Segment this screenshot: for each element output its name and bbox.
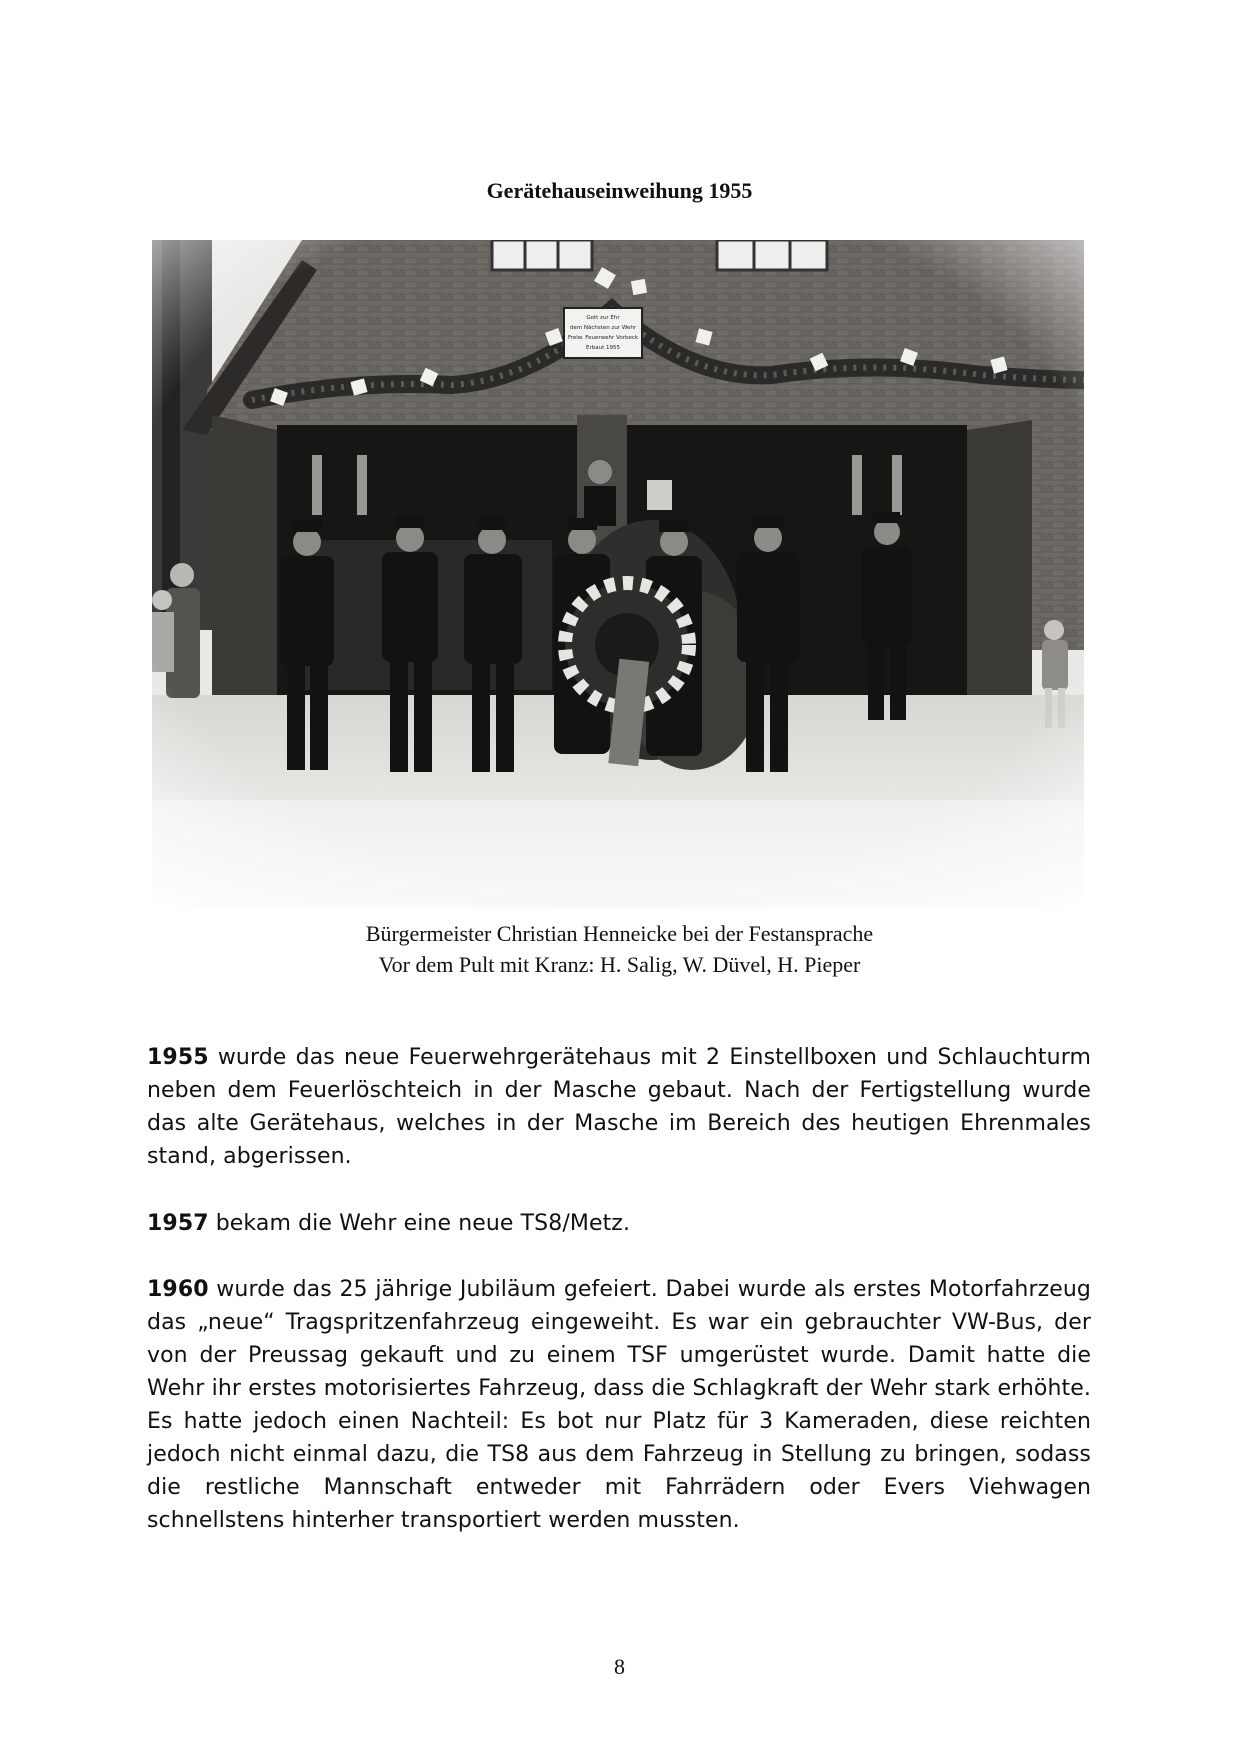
year-label: 1955: [147, 1045, 209, 1070]
paragraph-1960: [147, 1273, 1091, 1537]
year-label: 1960: [147, 1277, 209, 1302]
caption-line-1: Bürgermeister Christian Henneicke bei der Festansprache: [365, 921, 874, 946]
paragraph-text: wurde das 25 jährige Jubiläum gefeiert. Dabei wurde als erstes Motorfahrzeug das „neue“ Tragspritzenfahrzeug eingeweiht. Es war ein gebrauchter VW-Bus, der von der Preussag gekauft und zu einem TSF umgerüstet wurde. Damit hatte die Wehr ihr erstes motorisiertes Fahrzeug, dass die Schlagkraft der Wehr stark erhöhte. Es hatte jedoch einen Nachteil: Es bot nur Platz für 3 Kameraden, diese reichten jedoch nicht einmal dazu, die TS8 aus dem Fahrzeug in Stellung zu bringen, sodass die restliche Mannschaft entweder mit Fahrrädern oder Evers Viehwagen schnellstens hinterher transportiert werden mussten.: [147, 1277, 1091, 1533]
historical-photo: [152, 240, 1084, 908]
paragraph-text: wurde das neue Feuerwehrgerätehaus mit 2 Einstellboxen und Schlauchturm neben dem Feuerlöschteich in der Masche gebaut. Nach der Fertigstellung wurde das alte Gerätehaus, welches in der Masche im Bereich des heutigen Ehrenmales stand, abgerissen.: [147, 1045, 1091, 1169]
year-label: 1957: [147, 1211, 209, 1236]
paragraph-text: bekam die Wehr eine neue TS8/Metz.: [208, 1211, 631, 1236]
photo-caption: [0, 918, 1239, 980]
paragraph-1955: [147, 1041, 1091, 1173]
page-title: Gerätehauseinweihung 1955: [486, 178, 753, 203]
paragraph-1957: [147, 1207, 1091, 1240]
caption-line-2: Vor dem Pult mit Kranz: H. Salig, W. Düvel, H. Pieper: [378, 952, 861, 977]
page-number: 8: [614, 1654, 625, 1679]
